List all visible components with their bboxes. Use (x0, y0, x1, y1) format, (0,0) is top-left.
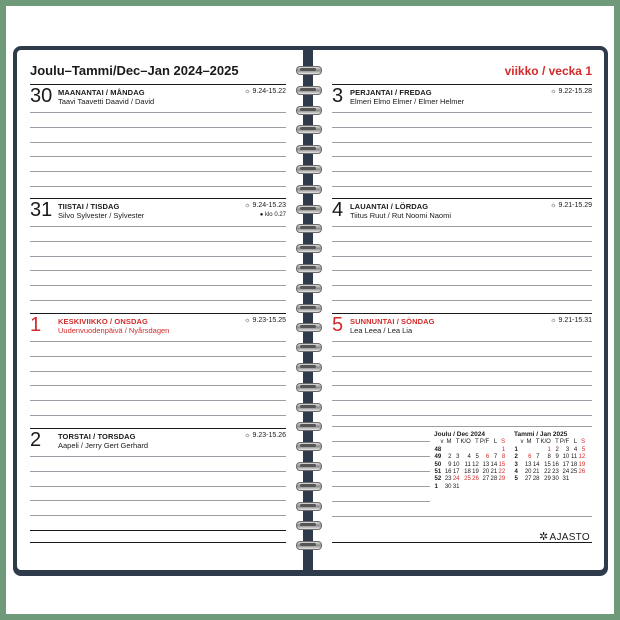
calendar-day: 20 (524, 469, 532, 476)
logo-star-icon: ✲ (538, 531, 549, 543)
name-day: Lea Leea / Lea Lia (350, 326, 413, 335)
writing-line (30, 142, 286, 143)
writing-line (30, 400, 286, 401)
calendar-day: 9 (448, 461, 452, 468)
calendar-day: 21 (490, 469, 498, 476)
week-number: 1 (514, 446, 518, 453)
calendar-day (471, 484, 479, 491)
week-number: 50 (434, 461, 442, 468)
calendar-day: 8 (547, 454, 551, 461)
writing-line (30, 371, 286, 372)
day-name: SUNNUNTAI / SÖNDAG (350, 317, 435, 326)
calendar-day: 22 (544, 469, 551, 476)
writing-line (332, 186, 592, 187)
calendar-day: 8 (501, 454, 506, 461)
calendar-day: 10 (562, 454, 570, 461)
week-number: 2 (514, 454, 518, 461)
spiral-ring (296, 302, 320, 313)
spiral-ring (296, 460, 320, 471)
calendar-day: 15 (544, 461, 551, 468)
sun-times: ☼ 9.24-15.22 (244, 88, 286, 95)
weekday-header: S (581, 439, 586, 446)
name-day: Uudenvuodenpäivä / Nyårsdagen (58, 326, 170, 335)
calendar-day: 6 (485, 454, 490, 461)
spiral-ring (296, 341, 320, 352)
weekday-header: M (526, 439, 532, 446)
spiral-binding (296, 50, 320, 570)
calendar-day: 23 (444, 476, 452, 483)
writing-line (30, 456, 286, 457)
calendar-day: 9 (555, 454, 559, 461)
spiral-ring (296, 440, 320, 451)
spiral-ring (296, 104, 320, 115)
day-block-31 (30, 198, 286, 312)
calendar-day (570, 476, 578, 483)
spiral-ring (296, 401, 320, 412)
writing-line (332, 156, 592, 157)
writing-line (30, 186, 286, 187)
day-number: 2 (30, 429, 42, 451)
writing-line (332, 501, 430, 502)
writing-line (30, 415, 286, 416)
writing-line (30, 471, 286, 472)
mini-calendar-jan (514, 431, 586, 484)
writing-line (30, 256, 286, 257)
weekday-header: T (475, 439, 479, 446)
weekday-header: v (520, 439, 524, 446)
writing-line (332, 456, 430, 457)
calendar-day: 17 (562, 461, 570, 468)
calendar-day: 29 (498, 476, 506, 483)
calendar-day: 6 (528, 454, 532, 461)
day-block-3 (332, 84, 592, 198)
writing-line (332, 426, 592, 427)
day-name: LAUANTAI / LÖRDAG (350, 202, 429, 211)
writing-line (30, 171, 286, 172)
writing-line (30, 300, 286, 301)
writing-line (332, 441, 430, 442)
writing-line (332, 142, 592, 143)
writing-line (332, 256, 592, 257)
weekday-header: v (440, 439, 444, 446)
week-number: 4 (514, 469, 518, 476)
week-title: viikko / vecka 1 (504, 64, 592, 78)
day-number: 5 (332, 314, 344, 336)
calendar-day (479, 447, 489, 454)
calendar-day (471, 447, 479, 454)
writing-line (332, 371, 592, 372)
spiral-ring (296, 163, 320, 174)
spiral-ring (296, 539, 320, 550)
spiral-ring (296, 64, 320, 75)
calendar-day: 17 (452, 469, 460, 476)
day-block-1 (30, 313, 286, 427)
calendar-day: 14 (532, 461, 540, 468)
bottom-rule (332, 542, 592, 543)
calendar-day (452, 447, 460, 454)
name-day: Tiitus Ruut / Rut Noomi Naomi (350, 211, 452, 220)
mini-calendar-grid (514, 439, 586, 483)
calendar-day: 18 (570, 461, 578, 468)
calendar-day: 25 (570, 469, 578, 476)
writing-line (30, 112, 286, 113)
writing-line (30, 385, 286, 386)
calendar-day: 5 (475, 454, 479, 461)
weekday-header: T (555, 439, 559, 446)
name-day: Elmeri Elmo Elmer / Elmer Helmer (350, 97, 465, 106)
week-number: 48 (434, 446, 442, 453)
writing-line (30, 285, 286, 286)
mini-calendar-title: Joulu / Dec 2024 (434, 431, 485, 438)
calendar-day: 25 (464, 476, 471, 483)
spiral-ring (296, 222, 320, 233)
name-day: Aapeli / Jerry Gert Gerhard (58, 441, 149, 450)
calendar-day: 11 (464, 461, 471, 468)
calendar-day: 13 (524, 461, 532, 468)
writing-line (332, 241, 592, 242)
calendar-day (460, 484, 471, 491)
writing-line (30, 515, 286, 516)
calendar-day: 10 (452, 461, 460, 468)
writing-line (30, 226, 286, 227)
spiral-ring (296, 143, 320, 154)
writing-line (332, 471, 430, 472)
spiral-ring (296, 381, 320, 392)
calendar-day: 7 (536, 454, 540, 461)
name-day: Taavi Taavetti Daavid / David (58, 97, 155, 106)
calendar-day: 16 (552, 461, 559, 468)
week-number: 5 (514, 476, 518, 483)
calendar-day: 13 (482, 461, 490, 468)
writing-line (30, 270, 286, 271)
writing-line (30, 500, 286, 501)
writing-line (332, 270, 592, 271)
calendar-day: 18 (464, 469, 471, 476)
calendar-day (498, 484, 506, 491)
calendar-day: 21 (532, 469, 540, 476)
spiral-ring (296, 480, 320, 491)
writing-line (332, 516, 592, 517)
calendar-day: 7 (493, 454, 498, 461)
calendar-day: 3 (456, 454, 460, 461)
sun-times: ☼ 9.22-15.28 (550, 88, 592, 95)
calendar-day (490, 447, 498, 454)
mini-calendar-dec (434, 431, 506, 491)
sun-times: ☼ 9.21-15.31 (550, 317, 592, 324)
calendar-day: 29 (544, 476, 551, 483)
spiral-ring (296, 500, 320, 511)
writing-line (30, 127, 286, 128)
day-number: 30 (30, 85, 53, 107)
writing-line (332, 385, 592, 386)
calendar-day: 12 (578, 454, 586, 461)
sun-times: ☼ 9.23-15.26 (244, 432, 286, 439)
calendar-day: 5 (581, 446, 586, 453)
writing-line (30, 341, 286, 342)
week-number: 49 (434, 454, 442, 461)
calendar-day: 2 (448, 454, 452, 461)
writing-line (332, 127, 592, 128)
spiral-ring (296, 361, 320, 372)
month-title: Joulu–Tammi/Dec–Jan 2024–2025 (30, 63, 239, 78)
bottom-rule (30, 542, 286, 543)
writing-line (30, 530, 286, 531)
calendar-day: 16 (444, 469, 452, 476)
calendar-day: 27 (482, 476, 490, 483)
spiral-ring (296, 420, 320, 431)
spiral-ring (296, 262, 320, 273)
spiral-ring (296, 242, 320, 253)
calendar-day: 19 (472, 469, 479, 476)
calendar-day: 19 (578, 461, 586, 468)
day-number: 31 (30, 199, 53, 221)
calendar-day: 24 (562, 469, 570, 476)
calendar-day: 24 (452, 476, 460, 483)
writing-line (332, 171, 592, 172)
sun-times: ☼ 9.23-15.25 (244, 317, 286, 324)
writing-line (332, 415, 592, 416)
weekday-header: T (455, 439, 460, 446)
day-name: TIISTAI / TISDAG (58, 202, 120, 211)
calendar-day (524, 447, 532, 454)
day-name: PERJANTAI / FREDAG (350, 88, 432, 97)
spiral-ring (296, 519, 320, 530)
moon-phase: ● klo 0.27 (259, 212, 286, 218)
calendar-day: 3 (565, 446, 570, 453)
writing-line (332, 300, 592, 301)
mini-calendar-grid (434, 439, 506, 491)
writing-line (332, 285, 592, 286)
calendar-day: 11 (570, 454, 578, 461)
week-number: 3 (514, 461, 518, 468)
spiral-ring (296, 203, 320, 214)
calendar-day: 4 (573, 446, 578, 453)
writing-line (332, 226, 592, 227)
weekday-header: S (501, 439, 506, 446)
calendar-day: 1 (547, 446, 551, 453)
writing-line (332, 112, 592, 113)
sun-times: ☼ 9.21-15.29 (550, 202, 592, 209)
calendar-day: 2 (555, 446, 559, 453)
day-block-30 (30, 84, 286, 198)
calendar-day (532, 447, 540, 454)
calendar-day: 26 (472, 476, 479, 483)
calendar-day: 14 (490, 461, 498, 468)
weekday-header: K/O (540, 439, 551, 446)
calendar-day: 28 (532, 476, 540, 483)
day-block-2 (30, 428, 286, 542)
calendar-day: 4 (467, 454, 471, 461)
writing-line (332, 341, 592, 342)
calendar-day: 26 (578, 469, 586, 476)
weekday-header: M (446, 439, 452, 446)
spiral-ring (296, 123, 320, 134)
writing-line (332, 400, 592, 401)
calendar-day (479, 484, 489, 491)
calendar-day: 31 (562, 476, 570, 483)
writing-line (30, 356, 286, 357)
ajasto-logo: ✲AJASTO (538, 531, 590, 543)
day-name: MAANANTAI / MÅNDAG (58, 88, 145, 97)
calendar-day: 22 (498, 469, 506, 476)
calendar-day (444, 447, 452, 454)
day-name: TORSTAI / TORSDAG (58, 432, 136, 441)
spiral-ring (296, 282, 320, 293)
weekday-header: T (535, 439, 540, 446)
spiral-ring (296, 84, 320, 95)
day-number: 3 (332, 85, 344, 107)
calendar-day: 30 (552, 476, 559, 483)
writing-line (332, 356, 592, 357)
day-block-4 (332, 198, 592, 312)
writing-line (332, 486, 430, 487)
writing-line (30, 486, 286, 487)
day-block-5 (332, 313, 592, 427)
writing-line (30, 241, 286, 242)
sun-times: ☼ 9.24-15.23 (244, 202, 286, 209)
writing-line (30, 156, 286, 157)
calendar-day: 31 (452, 483, 460, 490)
name-day: Silvo Sylvester / Sylvester (58, 211, 145, 220)
calendar-day: 20 (482, 469, 490, 476)
calendar-day: 27 (524, 476, 532, 483)
weekday-header: L (573, 439, 578, 446)
weekday-header: P/F (559, 439, 570, 446)
calendar-day: 12 (472, 461, 479, 468)
week-number: 51 (434, 469, 442, 476)
spiral-ring (296, 321, 320, 332)
calendar-day: 28 (490, 476, 498, 483)
weekday-header: P/F (479, 439, 490, 446)
calendar-day: 1 (501, 446, 506, 453)
weekday-header: K/O (460, 439, 471, 446)
mini-calendar-title: Tammi / Jan 2025 (514, 431, 568, 438)
calendar-day: 30 (444, 483, 452, 490)
calendar-day (460, 447, 471, 454)
calendar-day: 23 (552, 469, 559, 476)
calendar-day: 15 (498, 461, 506, 468)
day-number: 1 (30, 314, 42, 336)
day-name: KESKIVIIKKO / ONSDAG (58, 317, 148, 326)
calendar-day (578, 476, 586, 483)
weekday-header: L (493, 439, 498, 446)
day-number: 4 (332, 199, 344, 221)
week-number: 1 (434, 483, 438, 490)
spiral-ring (296, 183, 320, 194)
calendar-day (490, 484, 498, 491)
week-number: 52 (434, 476, 442, 483)
